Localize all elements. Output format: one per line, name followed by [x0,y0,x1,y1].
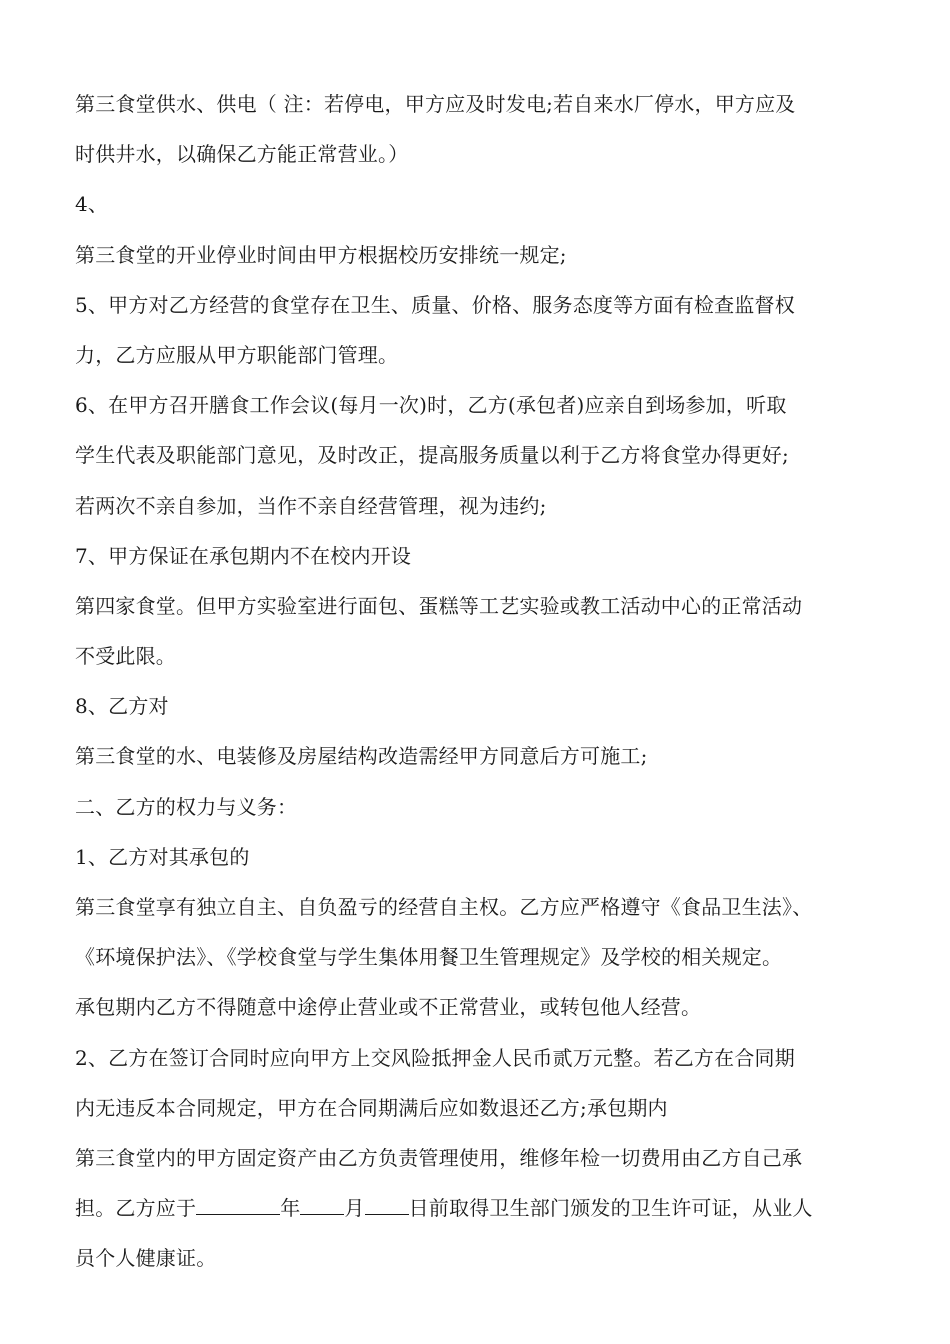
license-text-after: 日前取得卫生部门颁发的卫生许可证，从业人 [408,1196,813,1221]
text-line: 1、乙方对其承包的 [75,844,250,869]
text-line: 《环境保护法》、《学校食堂与学生集体用餐卫生管理规定》及学校的相关规定。 [75,945,783,970]
text-line: 第三食堂供水、供电（ 注：若停电，甲方应及时发电;若自来水厂停水，甲方应及 [75,92,796,116]
text-line: 8、乙方对 [75,694,169,719]
text-line: 7、甲方保证在承包期内不在校内开设 [75,543,412,568]
day-blank[interactable] [365,1188,409,1215]
text-line: 第三食堂的开业停业时间由甲方根据校历安排统一规定; [75,242,567,267]
year-label: 年 [280,1196,301,1221]
text-line: 6、在甲方召开膳食工作会议(每月一次)时，乙方(承包者)应亲自到场参加，听取 [75,393,787,418]
text-line: 4、 [75,192,109,217]
text-line: 内无违反本合同规定，甲方在合同期满后应如数退还乙方;承包期内 [75,1095,668,1120]
year-blank[interactable] [196,1188,280,1215]
text-line: 第四家食堂。但甲方实验室进行面包、蛋糕等工艺实验或教工活动中心的正常活动 [75,593,803,618]
text-line: 2、乙方在签订合同时应向甲方上交风险抵押金人民币贰万元整。若乙方在合同期 [75,1045,795,1070]
text-line: 力，乙方应服从甲方职能部门管理。 [75,342,399,367]
section-heading: 二、乙方的权力与义务： [75,794,298,819]
text-line: 时供井水，以确保乙方能正常营业。） [75,142,409,167]
license-text-before: 担。乙方应于 [75,1196,197,1221]
month-blank[interactable] [300,1188,344,1215]
text-line: 不受此限。 [75,644,176,669]
text-line: 员个人健康证。 [75,1246,217,1271]
document-body [75,79,895,1284]
text-line: 第三食堂内的甲方固定资产由乙方负责管理使用，维修年检一切费用由乙方自己承 [75,1145,803,1170]
license-deadline-line [75,1183,895,1233]
text-line: 若两次不亲自参加，当作不亲自经营管理，视为违约; [75,493,547,518]
text-line: 承包期内乙方不得随意中途停止营业或不正常营业，或转包他人经营。 [75,995,702,1020]
month-label: 月 [344,1196,365,1221]
text-line: 第三食堂享有独立自主、自负盈亏的经营自主权。乙方应严格遵守《食品卫生法》、 [75,895,813,919]
text-line: 第三食堂的水、电装修及房屋结构改造需经甲方同意后方可施工; [75,744,648,769]
text-line: 学生代表及职能部门意见，及时改正，提高服务质量以利于乙方将食堂办得更好; [75,443,789,468]
text-line: 5、甲方对乙方经营的食堂存在卫生、质量、价格、服务态度等方面有检查监督权 [75,292,795,317]
